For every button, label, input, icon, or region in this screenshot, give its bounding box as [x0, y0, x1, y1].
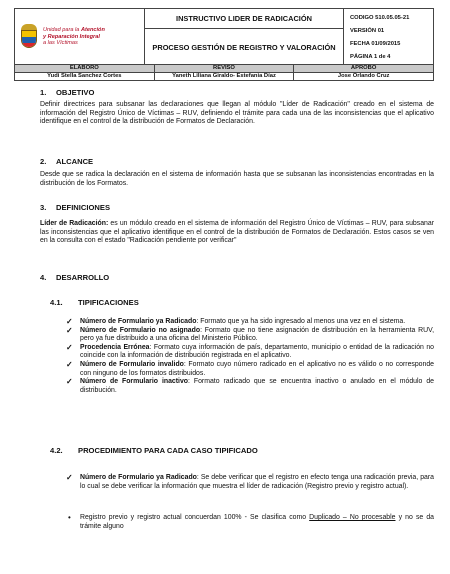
section-heading: 3. DEFINICIONES — [40, 203, 111, 212]
list-item: ✓ Número de Formulario ya Radicado: Se debe verificar que el registro en efecto tenga una radicación previa, para lo cual se debe verificar la información que muestra el líder de radicación (Registro previo y registro actual). — [66, 473, 434, 490]
signature-name: Yaneth Liliana Giraldo- Estefania Díaz — [154, 73, 294, 81]
procedimiento-list — [66, 474, 434, 491]
check-icon: ✓ — [66, 325, 73, 335]
signature-name: Yudi Stella Sanchez Cortes — [15, 73, 155, 81]
subsection-heading: 4.1. TIPIFICACIONES — [50, 298, 139, 307]
section-heading: 2. ALCANCE — [40, 157, 94, 166]
signature-label: REVISO — [154, 65, 294, 73]
check-icon: ✓ — [66, 342, 73, 352]
list-item: ✓ Número de Formulario ya Radicado: Formato que ya ha sido ingresado al menos una vez en el sistema. — [66, 317, 406, 326]
check-icon: ✓ — [66, 359, 73, 369]
definition-term: Líder de Radicación: — [40, 220, 109, 227]
organization-name: Unidad para la Atención y Reparación Integral a las Víctimas — [43, 27, 105, 47]
document-codes — [344, 9, 434, 66]
process-title: PROCESO GESTIÓN DE REGISTRO Y VALORACIÓN — [145, 29, 344, 66]
document-header — [14, 8, 434, 66]
subsection-heading: 4.2. PROCEDIMIENTO PARA CADA CASO TIPIFICADO — [50, 446, 258, 455]
document-code: CODIGO 510.05.05-21 — [350, 14, 410, 21]
page-number: PÁGINA 1 de 4 — [350, 53, 391, 60]
list-item: ✓ Número de Formulario no asignado: Formato que no tiene asignación de distribución en la herramienta RUV, pero ya fue distribuido a una oficina del Ministerio Público. — [66, 325, 434, 343]
section-text: Desde que se radica la declaración en el sistema de información hasta que se subsanan las inconsistencias encontradas en la distribución de los Formatos. — [40, 171, 434, 187]
check-icon: ✓ — [66, 317, 73, 326]
list-item: ✓ Procedencia Errónea: Formato cuya información de país, departamento, municipio o entidad de la radicación no coincide con la información de distribución registrada en el aplicativo. — [66, 342, 434, 360]
signature-label: APROBO — [294, 65, 434, 73]
document-title: INSTRUCTIVO LIDER DE RADICACIÓN — [145, 9, 344, 29]
section-heading: 4. DESARROLLO — [40, 273, 110, 282]
list-item: • Registro previo y registro actual concuerdan 100% - Se clasifica como Duplicado – No procesable y no se da trámite alguno — [68, 513, 434, 530]
classification-link: Duplicado – No procesable — [309, 514, 396, 521]
signature-name: Jose Orlando Cruz — [294, 73, 434, 81]
signature-table — [14, 64, 434, 81]
section-heading: 1. OBJETIVO — [40, 88, 95, 97]
signature-label: ELABORO — [15, 65, 155, 73]
list-item: ✓ Número de Formulario invalido: Formato cuyo número radicado en el aplicativo no es válido o no corresponde con ninguno de los formatos distribuidos. — [66, 359, 435, 377]
document-date: FECHA 01/09/2015 — [350, 40, 401, 47]
logo — [15, 24, 144, 50]
check-icon: ✓ — [66, 377, 73, 387]
definition-text: Líder de Radicación: es un módulo creado en el sistema de información del Registro Único de Víctimas – RUV, para subsanar las inconsistencias que el aplicativo identifique en el control de la distribución de Formatos de Declaración. Estos casos se ven en la consulta con el estado "Radicación pendiente por verificar" — [40, 220, 434, 245]
logo-cell — [15, 9, 145, 66]
check-icon: ✓ — [66, 473, 73, 482]
coat-of-arms-icon — [19, 24, 39, 50]
list-item: ✓ Número de Formulario inactivo: Formato radicado que se encuentra inactivo o anulado en el módulo de distribución. — [66, 377, 434, 394]
tipificaciones-list — [66, 318, 434, 395]
section-text: Definir directrices para subsanar las declaraciones que llegan al módulo "Líder de Radicación" creado en el sistema de información del Registro Único de Víctimas – RUV, definiendo el trámite para cada una de las inconsistencias que el aplicativo identifique en el control de la distribución de Formatos de Declaración. — [40, 101, 434, 126]
bullet-icon: • — [68, 513, 71, 522]
document-version: VERSIÓN 01 — [350, 27, 385, 34]
